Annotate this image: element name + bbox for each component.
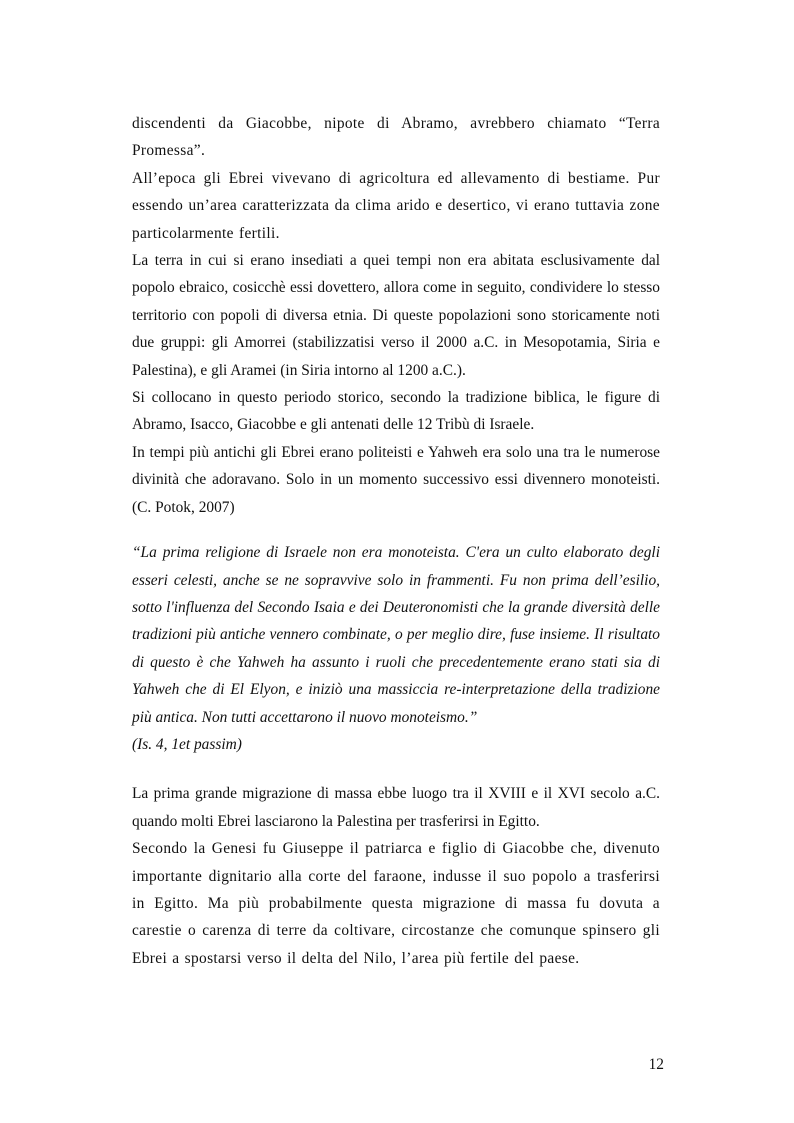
- paragraph-agricoltura: All’epoca gli Ebrei vivevano di agricoltura ed allevamento di bestiame. Pur essendo un’area caratterizzata da clima arido e desertico, vi erano tuttavia zone particolarmente fertili.: [132, 169, 660, 242]
- page-body: [132, 110, 660, 972]
- paragraph-politeisti: In tempi più antichi gli Ebrei erano politeisti e Yahweh era solo una tra le numerose divinità che adoravano. Solo in un momento successivo essi divennero monoteisti. (C. Potok, 2007): [132, 443, 660, 516]
- page-number: 12: [648, 1056, 664, 1073]
- paragraph-territorio: La terra in cui si erano insediati a quei tempi non era abitata esclusivamente dal popolo ebraico, cosicchè essi dovettero, allora come in seguito, condividere lo stesso territorio con popoli di diversa etnia. Di queste popolazioni sono storicamente noti due gruppi: gli Amorrei (stabilizzatisi verso il 2000 a.C. in Mesopotamia, Siria e Palestina), e gli Aramei (in Siria intorno al 1200 a.C.).: [132, 252, 660, 379]
- paragraph-migrazione: La prima grande migrazione di massa ebbe luogo tra il XVIII e il XVI secolo a.C. quando molti Ebrei lasciarono la Palestina per trasferirsi in Egitto.: [132, 785, 660, 830]
- quote-block: [132, 539, 660, 758]
- quote-text: “La prima religione di Israele non era monoteista. C'era un culto elaborato degli esseri celesti, anche se ne sopravvive solo in frammenti. Fu non prima dell’esilio, sotto l'influenza del Secondo Isaia e dei Deuteronomisti che la grande diversità delle tradizioni più antiche vennero combinate, o per meglio dire, fuse insieme. Il risultato di questo è che Yahweh ha assunto i ruoli che precedentemente erano stati sia di Yahweh che di El Elyon, e iniziò una massiccia re-interpretazione della tradizione più antica. Non tutti accettarono il nuovo monoteismo.”: [132, 544, 660, 726]
- section-gap: [132, 758, 660, 780]
- quote-reference: (Is. 4, 1et passim): [132, 735, 242, 753]
- paragraph-genesi: Secondo la Genesi fu Giuseppe il patriarca e figlio di Giacobbe che, divenuto importante dignitario alla corte del faraone, indusse il suo popolo a trasferirsi in Egitto. Ma più probabilmente questa migrazione di massa fu dovuta a carestie o carenza di terre da coltivare, circostanze che comunque spinsero gli Ebrei a spostarsi verso il delta del Nilo, l’area più fertile del paese.: [132, 840, 660, 967]
- paragraph-periodo-storico: Si collocano in questo periodo storico, secondo la tradizione biblica, le figure di Abramo, Isacco, Giacobbe e gli antenati delle 12 Tribù di Israele.: [132, 389, 660, 434]
- paragraph-terra-promessa: discendenti da Giacobbe, nipote di Abramo, avrebbero chiamato “Terra Promessa”.: [132, 115, 660, 160]
